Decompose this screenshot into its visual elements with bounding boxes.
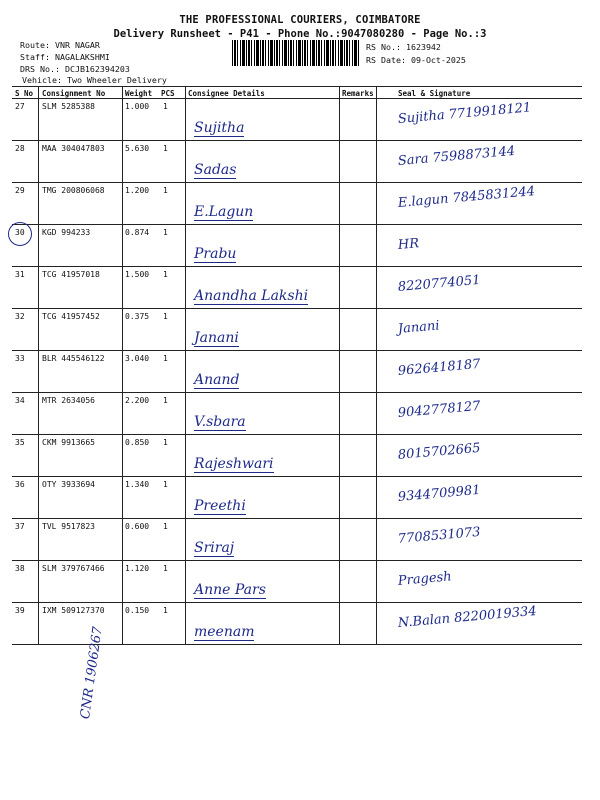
route-label: Route: VNR NAGAR (20, 40, 100, 50)
row-sno: 37 (15, 522, 25, 531)
row-consignee-handwriting: Anne Pars (194, 582, 266, 598)
row-weight: 1.340 (125, 480, 150, 489)
row-pcs: 1 (163, 396, 168, 405)
row-weight: 2.200 (125, 396, 150, 405)
row-consignment-no: IXM 509127370 (42, 606, 105, 615)
row-seal-signature: 9344709981 (397, 482, 482, 505)
row-consignment-no: CKM 9913665 (42, 438, 95, 447)
row-pcs: 1 (163, 522, 168, 531)
col-header-seal: Seal & Signature (398, 89, 471, 98)
row-consignment-no: TCG 41957018 (42, 270, 100, 279)
row-weight: 0.150 (125, 606, 150, 615)
row-seal-signature: HR (397, 236, 420, 253)
row-pcs: 1 (163, 144, 168, 153)
row-consignee-handwriting: Sadas (194, 162, 237, 178)
row-pcs: 1 (163, 480, 168, 489)
row-consignee-handwriting: Preethi (194, 498, 246, 514)
row-consignment-no: BLR 445546122 (42, 354, 105, 363)
row-consignment-no: KGD 994233 (42, 228, 91, 237)
row-seal-signature: Sujitha 7719918121 (397, 100, 532, 127)
row-pcs: 1 (163, 354, 168, 363)
row-pcs: 1 (163, 312, 168, 321)
barcode-image (232, 40, 360, 66)
row-consignment-no: MTR 2634056 (42, 396, 95, 405)
col-header-remarks: Remarks (342, 89, 374, 98)
row-consignee-handwriting: Rajeshwari (194, 456, 274, 472)
row-sno: 27 (15, 102, 25, 111)
col-header-consignment: Consignment No (42, 89, 106, 98)
col-header-sno: S No (15, 89, 34, 98)
row-sno: 30 (15, 228, 25, 237)
col-header-consignee: Consignee Details (188, 89, 265, 98)
rs-date: RS Date: 09-Oct-2025 (366, 55, 466, 65)
row-weight: 1.500 (125, 270, 150, 279)
row-weight: 0.874 (125, 228, 150, 237)
row-consignment-no: TCG 41957452 (42, 312, 100, 321)
row-weight: 3.040 (125, 354, 150, 363)
row-consignee-handwriting: Anandha Lakshi (194, 288, 309, 304)
row-seal-signature: Sara 7598873144 (397, 143, 516, 169)
row-sno: 36 (15, 480, 25, 489)
row-weight: 0.850 (125, 438, 150, 447)
row-pcs: 1 (163, 270, 168, 279)
staff-label: Staff: NAGALAKSHMI (20, 52, 110, 62)
row-consignee-handwriting: Sujitha (194, 120, 245, 136)
drs-label: DRS No.: DCJB162394203 (20, 64, 130, 74)
row-consignee-handwriting: Sriraj (194, 540, 235, 556)
row-seal-signature: 8220774051 (397, 272, 482, 295)
row-consignee-handwriting: Anand (194, 372, 240, 388)
row-pcs: 1 (163, 186, 168, 195)
col-header-weight: Weight (125, 89, 153, 98)
col-header-pcs: PCS (161, 89, 175, 98)
row-consignee-handwriting: E.Lagun (194, 204, 254, 220)
row-pcs: 1 (163, 606, 168, 615)
row-consignment-no: TVL 9517823 (42, 522, 95, 531)
row-sno: 38 (15, 564, 25, 573)
row-seal-signature: E.lagun 7845831244 (397, 184, 536, 211)
row-consignee-handwriting: Janani (194, 330, 239, 346)
row-consignment-no: TMG 200806068 (42, 186, 105, 195)
row-seal-signature: Janani (397, 318, 441, 337)
row-consignee-handwriting: V.sbara (194, 414, 246, 430)
vehicle-label: Vehicle: Two Wheeler Delivery (22, 75, 167, 85)
row-seal-signature: 9042778127 (397, 398, 482, 421)
row-weight: 0.375 (125, 312, 150, 321)
row-consignment-no: OTY 3933694 (42, 480, 95, 489)
runsheet-subtitle: Delivery Runsheet - P41 - Phone No.:9047080280 - Page No.:3 (113, 28, 487, 40)
row-seal-signature: 7708531073 (397, 524, 482, 547)
row-consignment-no: SLM 379767466 (42, 564, 105, 573)
row-consignment-no: SLM 5285388 (42, 102, 95, 111)
row-weight: 1.000 (125, 102, 150, 111)
row-consignment-no: MAA 304047803 (42, 144, 105, 153)
row-weight: 5.630 (125, 144, 150, 153)
row-sno: 32 (15, 312, 25, 321)
row-pcs: 1 (163, 228, 168, 237)
row-sno: 29 (15, 186, 25, 195)
row-sno: 34 (15, 396, 25, 405)
row-pcs: 1 (163, 438, 168, 447)
row-sno: 39 (15, 606, 25, 615)
rs-number: RS No.: 1623942 (366, 42, 441, 52)
footer-handwritten-note: CNR 1906267 (78, 625, 106, 721)
row-sno: 31 (15, 270, 25, 279)
row-seal-signature: Pragesh (397, 569, 453, 589)
row-consignee-handwriting: meenam (194, 624, 255, 640)
row-sno: 28 (15, 144, 25, 153)
row-sno: 33 (15, 354, 25, 363)
row-seal-signature: N.Balan 8220019334 (397, 603, 538, 631)
row-weight: 0.600 (125, 522, 150, 531)
row-pcs: 1 (163, 102, 168, 111)
row-weight: 1.120 (125, 564, 150, 573)
row-seal-signature: 8015702665 (397, 440, 482, 463)
row-seal-signature: 9626418187 (397, 356, 482, 379)
row-sno: 35 (15, 438, 25, 447)
row-pcs: 1 (163, 564, 168, 573)
company-title: THE PROFESSIONAL COURIERS, COIMBATORE (179, 14, 421, 26)
row-weight: 1.200 (125, 186, 150, 195)
row-consignee-handwriting: Prabu (194, 246, 237, 262)
